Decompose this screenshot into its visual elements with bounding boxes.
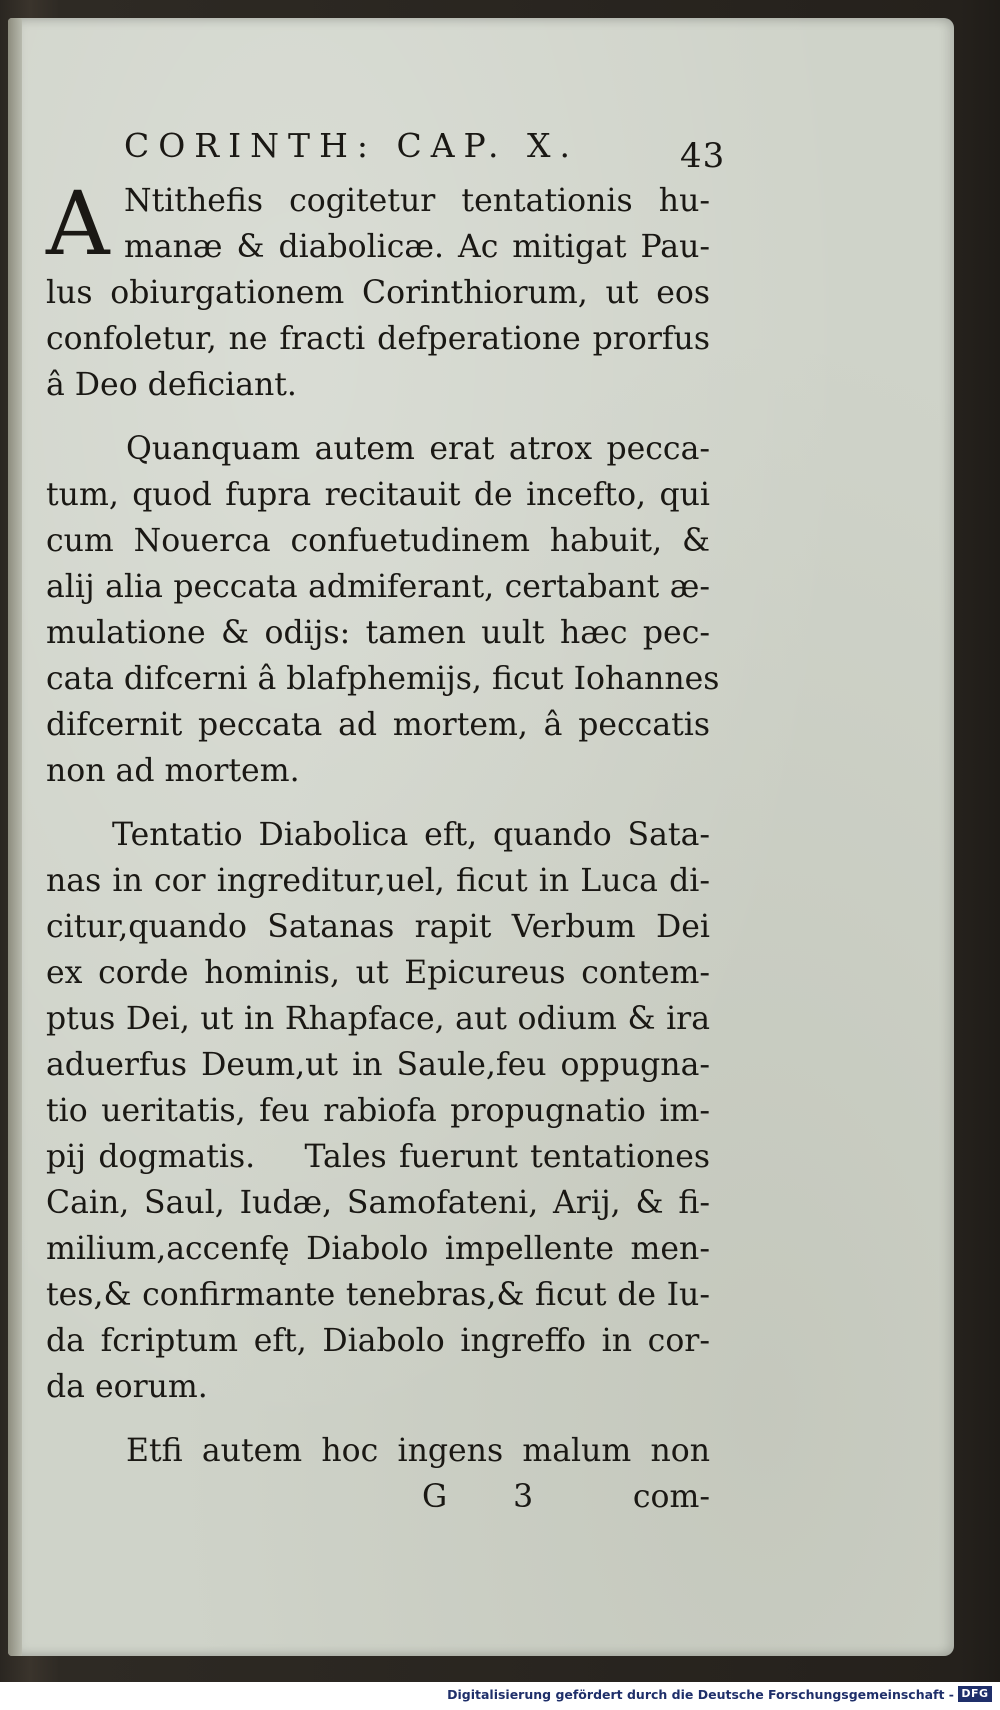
text-line: cum Nouerca confuetudinem habuit, &: [46, 523, 710, 559]
text-line: Ntithefis cogitetur tentationis hu-: [124, 183, 710, 219]
text-line: nas in cor ingreditur,uel, ficut in Luca di-: [46, 863, 710, 899]
page-number: 43: [680, 136, 726, 176]
text-line: alij alia peccata admiferant, certabant æ-: [46, 569, 710, 605]
text-line: milium,accenfę Diabolo impellente men-: [46, 1231, 710, 1267]
paragraph-2: [46, 426, 720, 794]
text-line: manæ & diabolicæ. Ac mitigat Pau-: [124, 229, 710, 265]
text-line: citur,quando Satanas rapit Verbum Dei: [46, 909, 710, 945]
text-line: ex corde hominis, ut Epicureus contem-: [46, 955, 710, 991]
book-page: [8, 18, 954, 1656]
text-line: cata difcerni â blafphemijs, ficut Iohannes: [46, 661, 720, 697]
catchword: com-: [632, 1479, 710, 1515]
text-line: Etfi autem hoc ingens malum non: [126, 1433, 710, 1469]
text-line: tes,& confirmante tenebras,& ficut de Iu-: [46, 1277, 710, 1313]
signature-mark: G 3: [422, 1479, 562, 1515]
text-line: non ad mortem.: [46, 753, 300, 789]
text-line: ptus Dei, ut in Rhapface, aut odium & ira: [46, 1001, 710, 1037]
text-line: lus obiurgationem Corinthiorum, ut eos: [46, 275, 710, 311]
paragraph-3: [46, 812, 710, 1410]
signature-line: [46, 1474, 710, 1520]
text-line: tio ueritatis, feu rabiofa propugnatio im-: [46, 1093, 710, 1129]
text-line: difcernit peccata ad mortem, â peccatis: [46, 707, 710, 743]
text-line: pij dogmatis. Tales fuerunt tentationes: [46, 1139, 710, 1175]
dfg-logo: DFG: [958, 1686, 992, 1702]
paragraph-1: [46, 172, 710, 408]
body-text: [46, 172, 720, 1520]
text-line: â Deo deficiant.: [46, 367, 297, 403]
page-gutter-shadow: [8, 18, 22, 1656]
text-line: Quanquam autem erat atrox pecca-: [126, 431, 710, 467]
running-head: CORINTH: CAP. X.: [124, 126, 580, 165]
paragraph-4: [46, 1428, 710, 1474]
text-line: da eorum.: [46, 1369, 208, 1405]
text-line: tum, quod fupra recitauit de incefto, qui: [46, 477, 710, 513]
funding-credit: Digitalisierung gefördert durch die Deutsche Forschungsgemeinschaft -: [447, 1687, 954, 1702]
footer-bar: [0, 1682, 1000, 1710]
text-line: da fcriptum eft, Diabolo ingreffo in cor-: [46, 1323, 710, 1359]
text-line: confoletur, ne fracti defperatione prorfus: [46, 321, 710, 357]
text-line: Cain, Saul, Iudæ, Samofateni, Arij, & fi-: [46, 1185, 710, 1221]
drop-cap: A: [46, 172, 110, 275]
text-line: mulatione & odijs: tamen uult hæc pec-: [46, 615, 710, 651]
text-line: Tentatio Diabolica eft, quando Sata-: [112, 817, 710, 853]
text-line: aduerfus Deum,ut in Saule,feu oppugna-: [46, 1047, 710, 1083]
drop-cap-block: [46, 172, 710, 275]
